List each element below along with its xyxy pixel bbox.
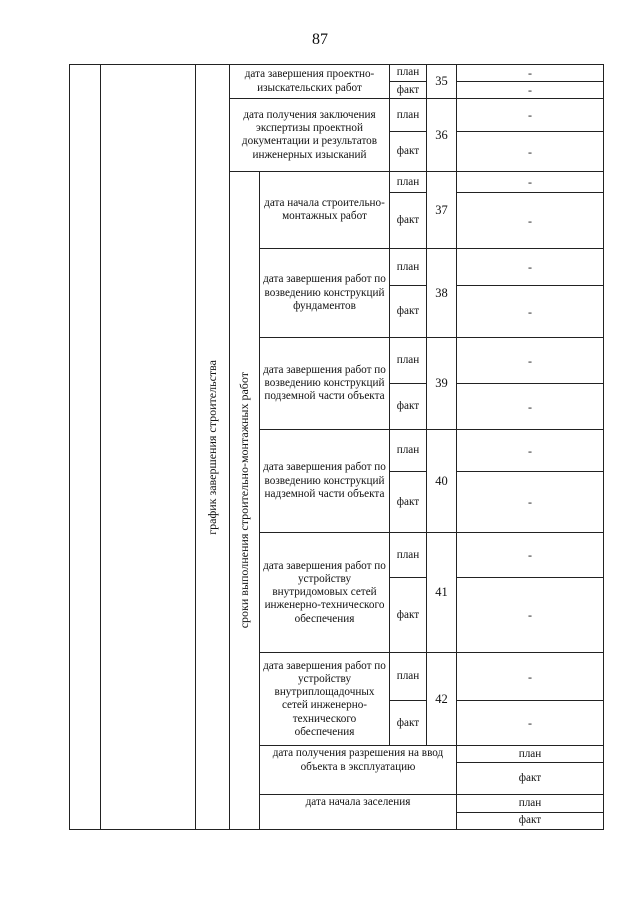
fact-label: факт bbox=[390, 384, 427, 430]
construction-schedule-label: график завершения строительства bbox=[196, 65, 230, 830]
construction-deadlines-label: сроки выполнения строительно-монтажных работ bbox=[230, 172, 260, 829]
plan-label: план bbox=[457, 746, 604, 763]
row-number: 38 bbox=[427, 249, 457, 338]
plan-label: план bbox=[390, 533, 427, 578]
fact-value: - bbox=[457, 286, 604, 338]
row-label: дата начала заселения bbox=[260, 795, 457, 829]
construction-schedule-table bbox=[69, 64, 604, 830]
fact-label: факт bbox=[390, 82, 427, 99]
fact-value: - bbox=[457, 701, 604, 746]
row-label: дата завершения проектно-изыскательских работ bbox=[230, 65, 390, 99]
fact-label: факт bbox=[457, 812, 604, 829]
row-number: 37 bbox=[427, 172, 457, 249]
plan-value: - bbox=[457, 430, 604, 472]
plan-label: план bbox=[390, 249, 427, 286]
fact-label: факт bbox=[390, 701, 427, 746]
table-row bbox=[70, 65, 604, 82]
plan-label: план bbox=[457, 795, 604, 812]
plan-value: - bbox=[457, 65, 604, 82]
row-label: дата получения разрешения на ввод объекта в эксплуатацию bbox=[260, 746, 457, 795]
row-label: дата завершения работ по возведению конструкций надземной части объекта bbox=[260, 430, 390, 533]
fact-value: - bbox=[457, 82, 604, 99]
fact-label: факт bbox=[390, 286, 427, 338]
fact-label: факт bbox=[390, 472, 427, 533]
plan-value: - bbox=[457, 338, 604, 384]
plan-label: план bbox=[390, 99, 427, 132]
row-label: дата завершения работ по возведению конструкций подземной части объекта bbox=[260, 338, 390, 430]
plan-value: - bbox=[457, 172, 604, 193]
row-number: 39 bbox=[427, 338, 457, 430]
fact-label: факт bbox=[390, 193, 427, 249]
plan-label: план bbox=[390, 338, 427, 384]
plan-value: - bbox=[457, 533, 604, 578]
page-number: 87 bbox=[312, 31, 328, 48]
plan-label: план bbox=[390, 65, 427, 82]
fact-value: - bbox=[457, 384, 604, 430]
row-number: 40 bbox=[427, 430, 457, 533]
plan-value: - bbox=[457, 653, 604, 701]
fact-label: факт bbox=[390, 132, 427, 172]
plan-label: план bbox=[390, 430, 427, 472]
row-label: дата получения заключения экспертизы проектной документации и результатов инженерных изысканий bbox=[230, 99, 390, 172]
fact-value: - bbox=[457, 132, 604, 172]
fact-value: - bbox=[457, 193, 604, 249]
row-number: 35 bbox=[427, 65, 457, 99]
plan-value: - bbox=[457, 249, 604, 286]
row-label: дата завершения работ по устройству внутриплощадочных сетей инженерно-технического обеспечения bbox=[260, 653, 390, 746]
fact-value: - bbox=[457, 472, 604, 533]
fact-value: - bbox=[457, 578, 604, 653]
row-label: дата завершения работ по возведению конструкций фундаментов bbox=[260, 249, 390, 338]
row-label: дата начала строительно-монтажных работ bbox=[260, 172, 390, 249]
row-number: 41 bbox=[427, 533, 457, 653]
plan-label: план bbox=[390, 653, 427, 701]
row-number: 42 bbox=[427, 653, 457, 746]
row-number: 36 bbox=[427, 99, 457, 172]
blank-column-1 bbox=[70, 65, 101, 830]
row-label: дата завершения работ по устройству внутридомовых сетей инженерно-технического обеспечения bbox=[260, 533, 390, 653]
blank-column-2 bbox=[101, 65, 196, 830]
plan-value: - bbox=[457, 99, 604, 132]
fact-label: факт bbox=[390, 578, 427, 653]
fact-label: факт bbox=[457, 763, 604, 795]
plan-label: план bbox=[390, 172, 427, 193]
